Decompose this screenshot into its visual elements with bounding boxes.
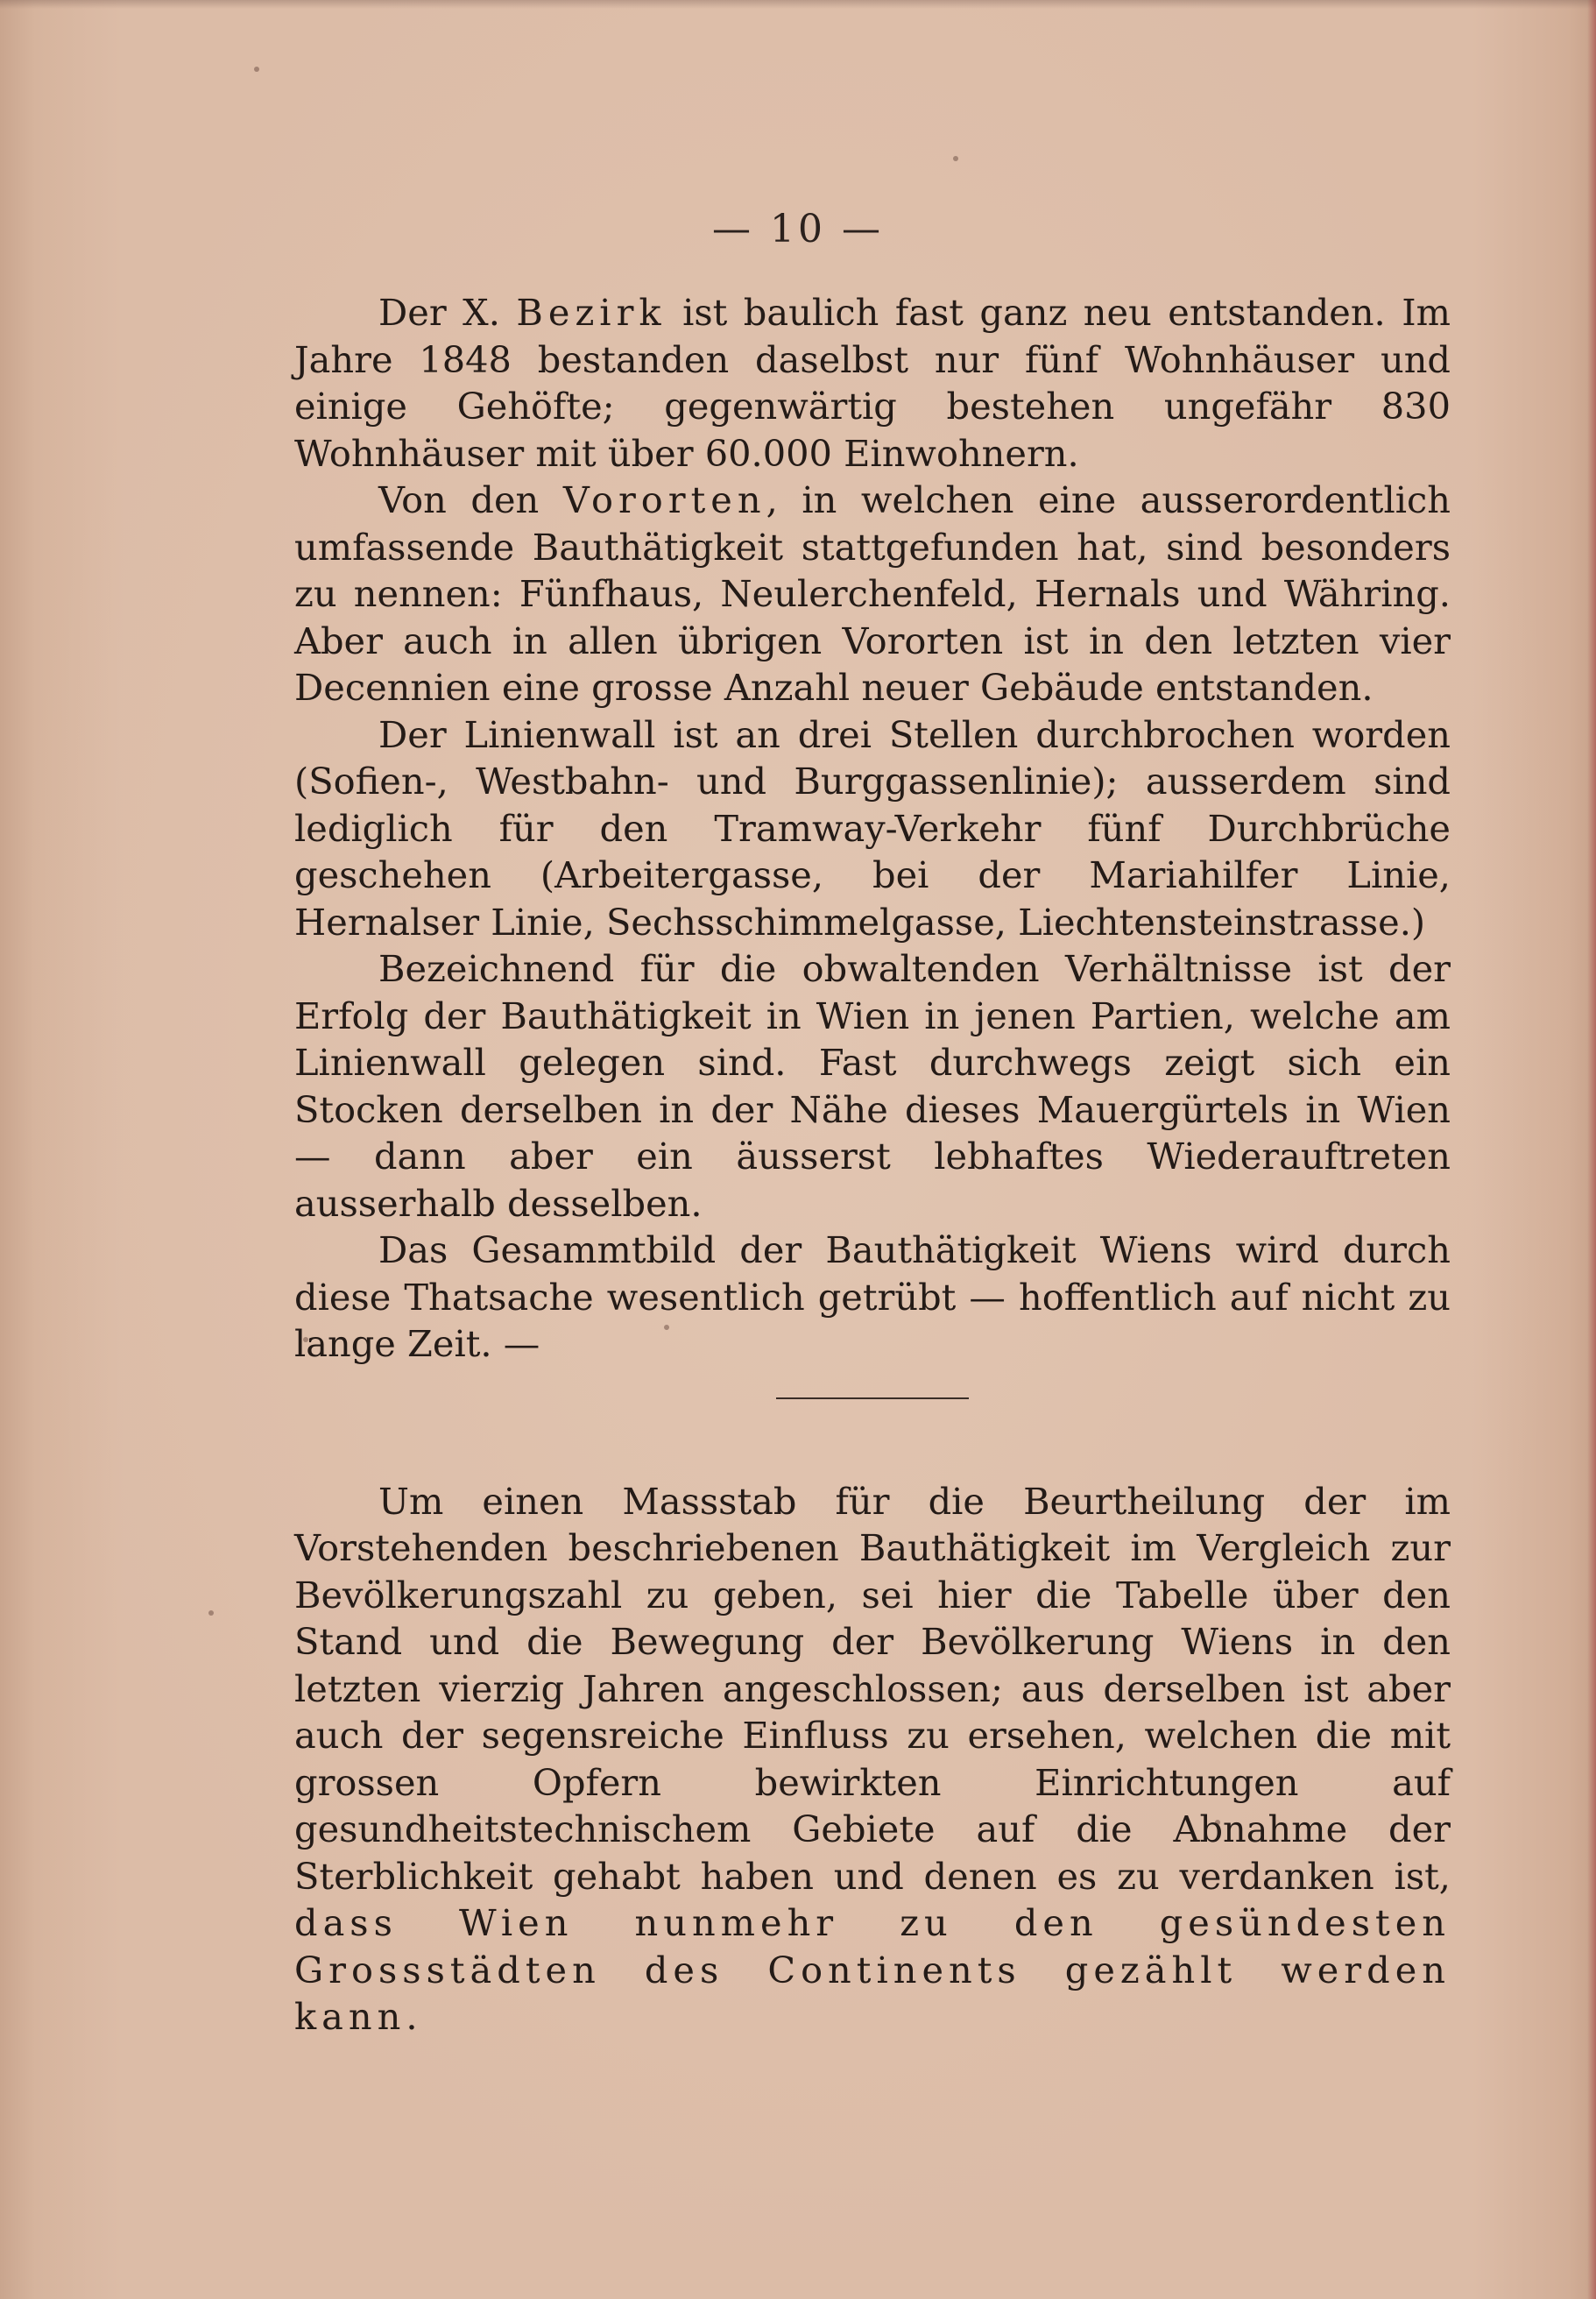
- paragraph-text: Der X.: [378, 291, 517, 334]
- paragraph-text: Um einen Massstab für die Beurtheilung der im Vorstehenden beschriebenen Bauthätigkeit im Vergleich zur Bevölkerungszahl zu geben, sei hier die Tabelle über den Stand und die Bewegung der Bevölkerung Wiens in den letzten vierzig Jahren angeschlossen; aus derselben ist aber auch der segensreiche Einfluss zu ersehen, welchen die mit grossen Opfern bewirkten Einrichtungen auf gesundheitstechnischem Gebiete auf die Abnahme der Sterblichkeit gehabt haben und denen es zu verdanken ist,: [294, 1479, 1451, 1898]
- paper-speck: [254, 67, 259, 72]
- paragraph-bezirk: [294, 289, 1451, 477]
- paragraph-text: Bezeichnend für die obwaltenden Verhältnisse ist der Erfolg der Bauthätigkeit in Wien in jenen Partien, welche am Linienwall gelegen sind. Fast durchwegs zeigt sich ein Stocken derselben in der Nähe dieses Mauergürtels in Wien — dann aber ein äusserst lebhaftes Wiederauftreten ausserhalb desselben.: [294, 947, 1451, 1225]
- paragraph-linienwall: [294, 711, 1451, 946]
- paper-speck: [953, 156, 958, 161]
- paragraph-text: ist baulich fast ganz neu entstanden. Im Jahre 1848 bestanden daselbst nur fünf Wohnhäuser und einige Gehöfte; gegenwärtig bestehen ungefähr 830 Wohnhäuser mit über 60.000 Einwohnern.: [294, 291, 1451, 475]
- paragraph-text: , in welchen eine ausserordentlich umfassende Bauthätigkeit stattgefunden hat, sind besonders zu nennen: Fünfhaus, Neulerchenfeld, Hernals und Währing. Aber auch in allen übrigen Vororten ist in den letzten vier Decennien eine grosse Anzahl neuer Gebäude entstanden.: [294, 478, 1451, 709]
- emphasized-text: Vororten: [562, 478, 766, 521]
- page-right-edge: [1587, 0, 1596, 2299]
- page-top-edge: [0, 0, 1596, 9]
- body-text: [294, 289, 1451, 2041]
- section-divider: [776, 1397, 969, 1399]
- emphasized-text: Bezirk: [516, 291, 667, 334]
- paragraph-text: Der Linienwall ist an drei Stellen durchbrochen worden (Sofien-, Westbahn- und Burggassenlinie); ausserdem sind lediglich für den Tramway-Verkehr fünf Durchbrüche geschehen (Arbeitergasse, bei der Mariahilfer Linie, Hernalser Linie, Sechsschimmelgasse, Liechtensteinstrasse.): [294, 712, 1451, 944]
- page-number: — 10 —: [712, 207, 884, 251]
- paper-speck: [208, 1610, 214, 1616]
- emphasized-text: dass Wien nunmehr zu den gesündesten Grossstädten des Continents gezählt werden kann.: [294, 1901, 1451, 2038]
- paragraph-massstab: [294, 1478, 1451, 2041]
- paragraph-text: Das Gesammtbild der Bauthätigkeit Wiens wird durch diese Thatsache wesentlich getrübt — hoffentlich auf nicht zu lange Zeit. —: [294, 1228, 1451, 1365]
- paragraph-vororten: [294, 477, 1451, 711]
- paragraph-text: Von den: [378, 478, 563, 521]
- paragraph-verhaeltnisse: [294, 945, 1451, 1227]
- paragraph-gesammtbild: [294, 1227, 1451, 1368]
